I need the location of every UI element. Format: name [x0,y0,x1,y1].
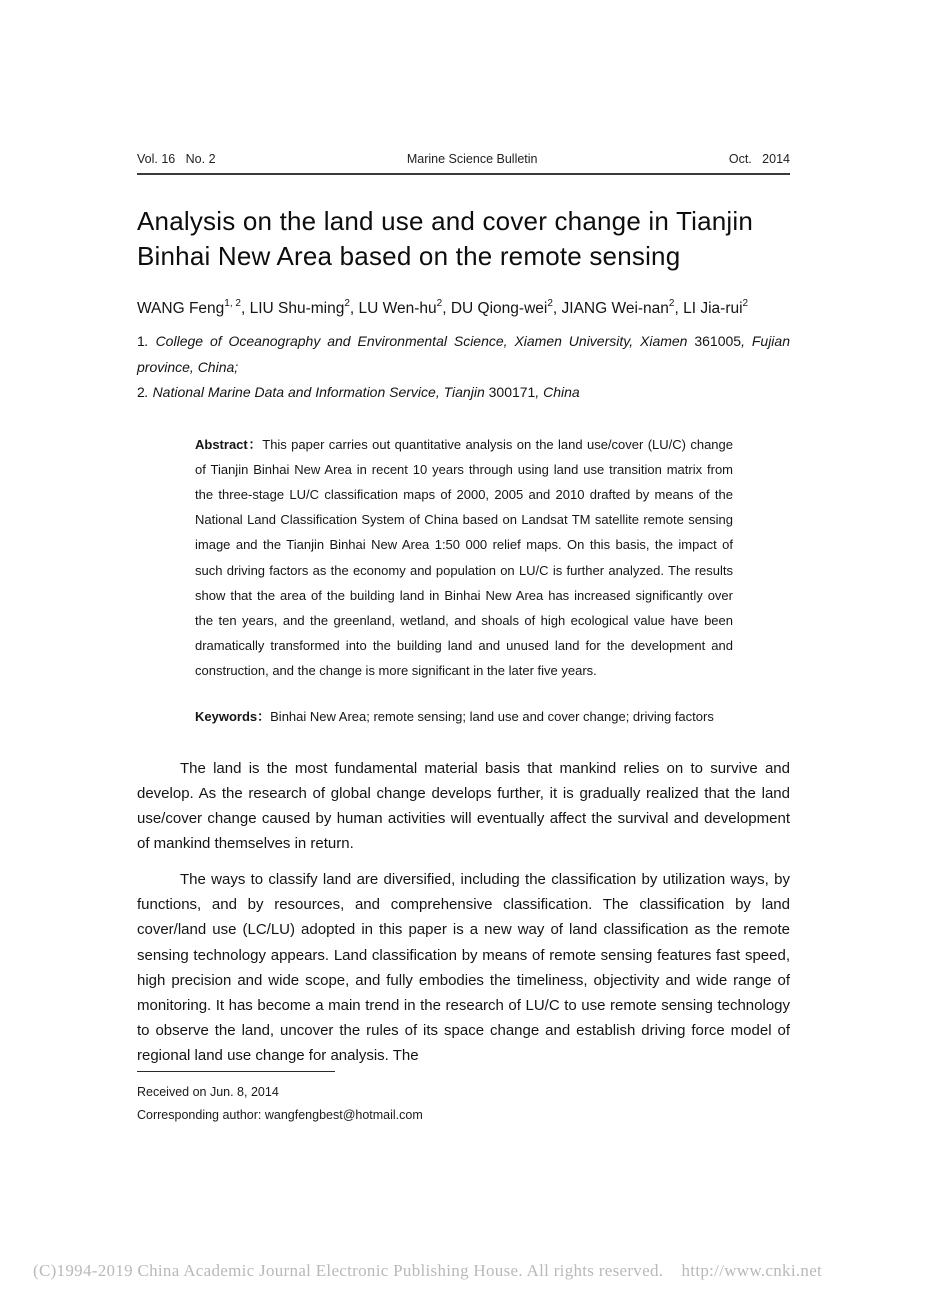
author-affiliation-sup: 2 [547,298,553,309]
authors-line: WANG Feng$^{1, 2}$, LIU Shu-ming$^2$, LU Wen-$hu^2$, DU Qiong-wei$^2$, JIANG Wei-nan$^2$, LI Jia-rui$^2$ [137,298,749,318]
affiliation: 1. College of Oceanography and Environmental Science, Xiamen University, Xiamen 361005, Fujian province, China; [137,333,790,375]
author-affiliation-sup: 1, 2 [224,298,241,309]
author: JIANG Wei-nan$^2$ [561,298,675,318]
abstract [195,432,733,684]
keywords-label: Keywords： [195,708,271,724]
author: LU Wen-$hu^2$ [358,298,443,318]
author: LIU Shu-ming$^2$ [249,298,350,318]
footnotes [137,1081,790,1127]
paper-title: Analysis on the land use and cover change in Tianjin Binhai New Area based on the remote sensing [137,206,754,271]
body-paragraph: The ways to classify land are diversified, including the classification by utilization ways, by functions, and by resources, and comprehensive classification. The classification by land cover/land use (LC/LU) adopted in this paper is a new way of land classification as the remote sensing technology appears. Land classification by means of remote sensing features fast speed, high precision and wide scope, and fully embodies the timeliness, objectivity and wide range of monitoring. It has become a main trend in the research of LU/C to use remote sensing technology to observe the land, uncover the rules of its space change and establish driving force model of regional land use change for analysis. The [137,871,790,1064]
journal-name: Marine Science Bulletin [406,152,538,166]
keywords [195,704,733,729]
author: DU Qiong-wei$^2$ [450,298,553,318]
journal-date: Oct. 2014 [728,152,790,166]
footnote-separator [137,1071,335,1072]
author: WANG Feng$^{1, 2}$ [137,298,241,318]
body-text [137,756,790,1068]
affiliations [137,329,790,406]
author-affiliation-sup: 2 [742,298,749,309]
footnote-corresponding-author: Corresponding author: wangfengbest@hotmail.com [137,1108,423,1123]
abstract-label: Abstract： [195,436,263,452]
author: LI Jia-rui$^2$ [683,298,749,318]
cnki-watermark: (C)1994-2019 China Academic Journal Electronic Publishing House. All rights reserved. http://www.cnki.net [33,1261,823,1280]
footnote-received: Received on Jun. 8, 2014 [137,1085,279,1100]
affiliation: 2. National Marine Data and Information Service, Tianjin 300171, China [137,384,580,401]
author-affiliation-sup: 2 [436,298,443,309]
keywords-text: Binhai New Area; remote sensing; land use and cover change; driving factors [270,708,714,724]
paper-page [137,152,790,1127]
body-paragraph: The land is the most fundamental material basis that mankind relies on to survive and develop. As the research of global change develops further, it is gradually realized that the land use/cover change caused by human activities will eventually affect the survival and development of mankind themselves in return. [137,759,790,853]
author-affiliation-sup: 2 [668,298,675,309]
journal-volume: Vol. 16 No. 2 [137,152,216,166]
abstract-text: This paper carries out quantitative analysis on the land use/cover (LU/C) change of Tianjin Binhai New Area in recent 10 years through using land use transition matrix from the three-stage LU/C classification maps of 2000, 2005 and 2010 drafted by means of the National Land Classification System of China based on Landsat TM satellite remote sensing image and the Tianjin Binhai New Area 1:50 000 relief maps. On this basis, the impact of such driving factors as the economy and population on LU/C is further analyzed. The results show that the area of the building land in Binhai New Area has increased significantly over the ten years, and the greenland, wetland, and shoals of high ecological value have been dramatically transformed into the building land and unused land for the development and construction, and the change is more significant in the later five years. [195,436,733,679]
author-affiliation-sup: 2 [344,298,350,309]
journal-header [137,152,790,175]
